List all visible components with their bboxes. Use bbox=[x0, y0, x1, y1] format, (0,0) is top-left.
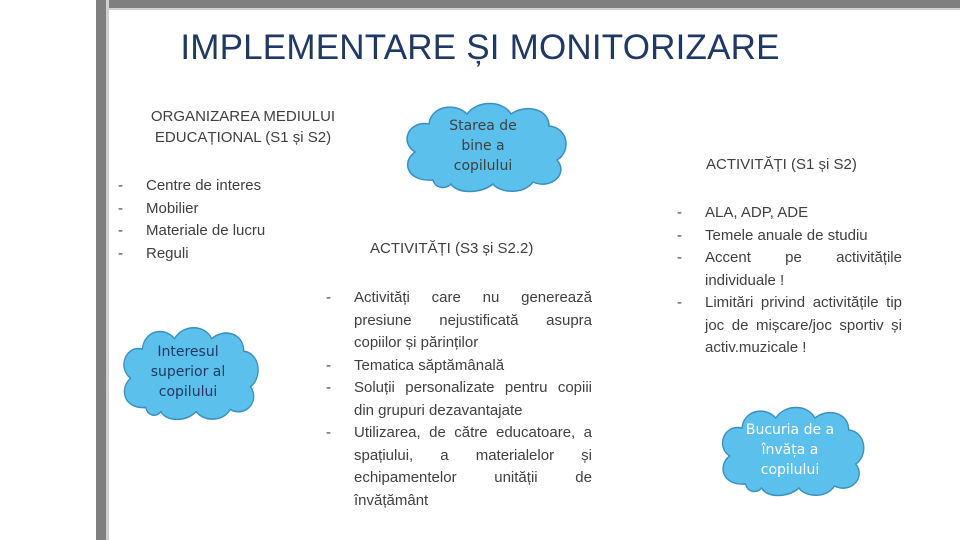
list-item-text: Centre de interes bbox=[146, 177, 262, 194]
list-item-text: Reguli bbox=[146, 244, 189, 262]
cloud-interesul-superior bbox=[112, 322, 264, 422]
list-item-text: Mobilier bbox=[146, 199, 199, 217]
list-dash: - bbox=[326, 379, 331, 396]
cloud-starea-de-bine bbox=[393, 98, 573, 194]
list-dash: - bbox=[677, 204, 682, 221]
list-item-text: Activități care nu generează presiune nejustificată asupra copiilor și părinților bbox=[354, 289, 592, 351]
organizare-list bbox=[118, 175, 308, 265]
list-item bbox=[118, 220, 308, 243]
cloud-line: copilului bbox=[760, 462, 820, 478]
list-dash: - bbox=[118, 222, 123, 239]
list-dash: - bbox=[326, 289, 331, 306]
slide-title: IMPLEMENTARE ȘI MONITORIZARE bbox=[180, 28, 780, 67]
slide-frame-left-inner bbox=[106, 0, 109, 540]
list-item bbox=[677, 225, 902, 248]
list-item-text: Utilizarea, de către educatoare, a spațiului, a materialelor și echipamentelor unității de învățământ bbox=[354, 424, 592, 509]
list-item bbox=[118, 243, 308, 266]
list-dash: - bbox=[326, 424, 331, 441]
cloud-interesul-text bbox=[112, 322, 264, 422]
cloud-bucuria-text bbox=[710, 402, 870, 498]
list-dash: - bbox=[677, 226, 682, 244]
list-item bbox=[326, 355, 592, 378]
list-dash: - bbox=[118, 244, 123, 262]
cloud-line: Bucuria de a bbox=[745, 422, 835, 438]
cloud-line: copilului bbox=[453, 158, 513, 174]
list-item bbox=[118, 198, 308, 221]
list-dash: - bbox=[677, 249, 682, 266]
activitati-s3-list bbox=[326, 287, 592, 512]
cloud-line: învăța a bbox=[761, 442, 819, 458]
cloud-starea-text bbox=[393, 98, 573, 194]
organizare-heading bbox=[118, 106, 368, 148]
cloud-line: copilului bbox=[158, 384, 218, 400]
organizare-heading-line1: ORGANIZAREA MEDIULUI bbox=[150, 108, 336, 125]
slide-frame-top bbox=[96, 0, 960, 8]
list-item-text: Soluții personalizate pentru copiii din grupuri dezavantajate bbox=[354, 379, 592, 419]
cloud-line: superior al bbox=[150, 364, 226, 380]
cloud-line: Starea de bbox=[449, 118, 517, 134]
activitati-s1-list bbox=[677, 202, 902, 360]
list-item bbox=[118, 175, 308, 198]
cloud-line: bine a bbox=[461, 138, 505, 154]
organizare-heading-line2: EDUCAȚIONAL (S1 și S2) bbox=[154, 129, 332, 146]
slide-frame-top-inner bbox=[96, 8, 960, 10]
list-item-text: ALA, ADP, ADE bbox=[705, 204, 809, 221]
list-dash: - bbox=[677, 294, 682, 311]
slide-frame-left bbox=[96, 0, 106, 540]
list-item-text: Tematica săptămânală bbox=[354, 356, 505, 374]
cloud-bucuria bbox=[710, 402, 870, 498]
list-dash: - bbox=[118, 177, 123, 194]
activitati-s1-heading: ACTIVITĂȚI (S1 și S2) bbox=[706, 156, 857, 173]
list-item-text: Accent pe activitățile individuale ! bbox=[705, 249, 902, 289]
list-item bbox=[326, 287, 592, 355]
activitati-s3-heading: ACTIVITĂȚI (S3 și S2.2) bbox=[370, 240, 534, 257]
list-dash: - bbox=[326, 356, 331, 374]
list-item bbox=[326, 422, 592, 512]
list-item bbox=[677, 202, 902, 225]
list-dash: - bbox=[118, 199, 123, 217]
list-item bbox=[326, 377, 592, 422]
list-item bbox=[677, 247, 902, 292]
list-item-text: Materiale de lucru bbox=[146, 222, 266, 239]
list-item-text: Limitări privind activitățile tip joc de mișcare/joc sportiv și activ.muzicale ! bbox=[705, 294, 902, 356]
list-item-text: Temele anuale de studiu bbox=[705, 226, 868, 244]
cloud-line: Interesul bbox=[157, 344, 219, 360]
list-item bbox=[677, 292, 902, 360]
